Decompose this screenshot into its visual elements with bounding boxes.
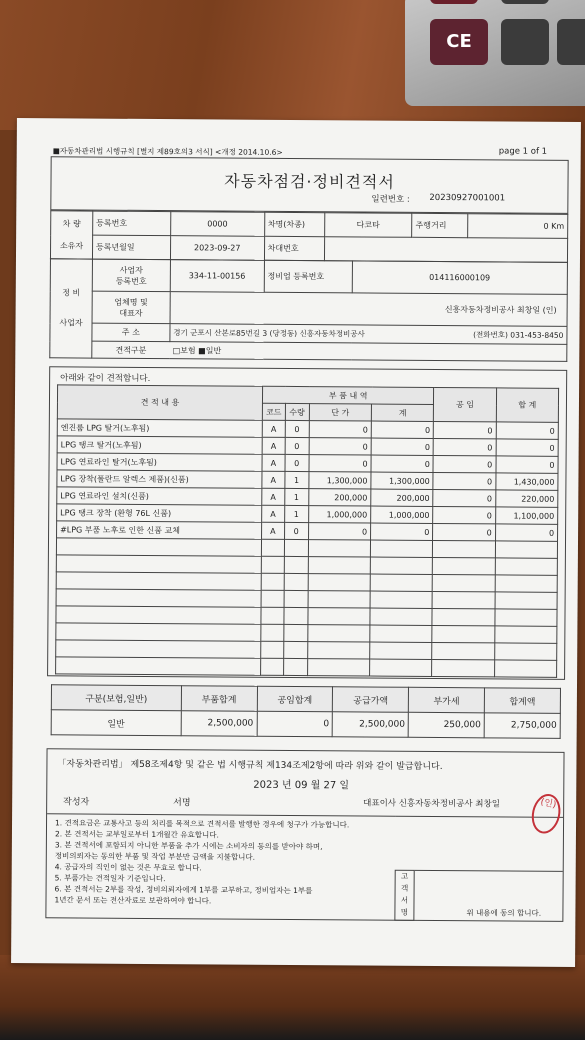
- customer-sign-label: [394, 870, 414, 921]
- owner-group-label: 소유자: [59, 240, 84, 251]
- desk-background: [0, 955, 585, 1040]
- mileage-label: 주행거리: [412, 213, 468, 237]
- note-line: 1년간 문서 또는 전산자료로 보관하여야 합니다.: [54, 895, 212, 906]
- note-line: 6. 본 견적서는 2부를 작성, 정비의뢰자에게 1부를 교부하고, 정비업자는 1부를: [54, 884, 313, 896]
- shop-reg-label: 정비업 등록번호: [264, 260, 352, 293]
- cell-unit: [307, 642, 369, 659]
- cell-qty: 0: [285, 454, 309, 471]
- reg-no-value: 0000: [170, 212, 264, 237]
- form-reference: ■자동차관리법 시행규칙 [별지 제89호의3 서식] <개정 2014.10.6>: [52, 146, 283, 157]
- cell-labor: 0: [434, 421, 496, 438]
- cell-unit: [308, 540, 370, 557]
- cell-labor: 0: [433, 489, 495, 506]
- col-unit: 단 가: [309, 404, 371, 421]
- issue-date: 2023 년 09 월 27 일: [253, 779, 350, 792]
- summary-header-row: [51, 685, 560, 714]
- cell-labor: [432, 625, 494, 642]
- cell-code: [261, 556, 284, 573]
- bizno-value: 334-11-00156: [170, 260, 264, 293]
- summary-header-cell: 합계액: [484, 688, 560, 714]
- cell-total: [370, 574, 432, 591]
- sign-label: 서명: [173, 798, 191, 809]
- cell-total: 1,000,000: [371, 506, 433, 523]
- summary-value-cell: 2,750,000: [484, 713, 560, 739]
- cell-desc: LPG 탱크 탈거(노후됨): [57, 436, 262, 454]
- cell-qty: [284, 556, 308, 573]
- cell-unit: [308, 574, 370, 591]
- cell-qty: 1: [284, 471, 308, 488]
- cell-desc: LPG 연료라인 탈거(노후됨): [57, 453, 262, 471]
- shop-table: [49, 258, 568, 362]
- cell-code: A: [262, 454, 285, 471]
- reg-date-label: 등록년월일: [92, 235, 170, 260]
- summary-header-cell: 부품합계: [181, 686, 257, 712]
- cell-desc: [56, 640, 261, 658]
- shop-reg-value: 014116000109: [352, 261, 568, 295]
- note-line: 정비의뢰자는 동의한 부품 및 작업 부분만 금액을 지불합니다.: [54, 851, 256, 862]
- cell-code: [261, 590, 284, 607]
- cell-labor: 0: [433, 506, 495, 523]
- customer-sign-char: 객: [400, 883, 409, 893]
- summary-header-cell: 공급가액: [333, 687, 409, 713]
- company-name-label: [92, 291, 170, 324]
- cell-code: [261, 607, 284, 624]
- customer-sign-char: 고: [401, 871, 409, 881]
- vin-value: [324, 237, 568, 263]
- cell-labor: [433, 574, 495, 591]
- note-line: 4. 공급자의 직인이 없는 것은 무효로 합니다.: [54, 862, 202, 873]
- cell-sum: [494, 643, 556, 660]
- cell-unit: 200,000: [308, 489, 370, 506]
- cell-sum: [495, 575, 557, 592]
- cell-code: A: [262, 505, 285, 522]
- cell-sum: [494, 626, 556, 643]
- cell-labor: [433, 540, 495, 557]
- summary-value-cell: 0: [257, 711, 333, 737]
- reg-date-value: 2023-09-27: [170, 236, 264, 261]
- reg-no-label: 등록번호: [93, 211, 171, 236]
- cell-labor: [432, 591, 494, 608]
- cell-desc: [56, 572, 261, 590]
- cell-total: 1,300,000: [371, 472, 433, 489]
- note-line: 3. 본 견적서에 포함되지 아니한 부품을 추가 시에는 소비자의 동의를 받아야 하며,: [54, 840, 323, 852]
- summary-value-cell: 250,000: [408, 712, 484, 738]
- cell-desc: [56, 555, 261, 573]
- cell-qty: 0: [285, 437, 309, 454]
- col-parts-group: 부 품 내 역: [263, 386, 434, 404]
- model-label: 차명(차종): [264, 212, 324, 236]
- col-labor: 공 임: [434, 387, 497, 421]
- cell-unit: [308, 591, 370, 608]
- cell-code: A: [262, 420, 285, 437]
- cell-desc: LPG 연료라인 설치(신품): [57, 487, 262, 505]
- cell-qty: 1: [284, 505, 308, 522]
- cell-total: [370, 591, 432, 608]
- cell-qty: [284, 573, 308, 590]
- ceo-name: 대표이사 신흥자동차정비공사 최창일: [363, 798, 500, 810]
- cell-sum: [495, 609, 557, 626]
- calculator-key: [501, 0, 549, 4]
- col-desc: 견 적 내 용: [57, 385, 262, 420]
- note-line: 1. 견적요금은 교통사고 등의 처리를 목적으로 견적서를 발행한 경우에 청구가 가능합니다.: [55, 818, 350, 830]
- cell-desc: [56, 657, 261, 675]
- company-name-label-line1: 업체명 및: [114, 297, 148, 307]
- summary-value-row: [51, 710, 560, 739]
- cell-qty: [284, 539, 308, 556]
- mileage-value: 0 Km: [468, 214, 568, 239]
- cell-code: [261, 624, 284, 641]
- calculator-ce-key: CE: [430, 19, 488, 65]
- seal-text: (인): [539, 797, 558, 811]
- col-total: 계: [371, 404, 433, 421]
- title-box: [50, 156, 568, 214]
- summary-value-cell: 2,500,000: [333, 712, 409, 738]
- bizno-label: [92, 259, 170, 292]
- summary-value-cell: 2,500,000: [181, 711, 257, 737]
- cell-qty: [284, 590, 308, 607]
- cell-sum: 1,430,000: [496, 473, 558, 490]
- footer-box: [45, 748, 564, 922]
- company-name-label-line2: 대표자: [119, 308, 143, 318]
- cell-total: [370, 608, 432, 625]
- cell-qty: [283, 658, 307, 675]
- note-line: 2. 본 견적서는 교부일로부터 1개월간 유효합니다.: [54, 829, 219, 840]
- bizno-label-line2: 등록번호: [115, 276, 147, 286]
- type-general-checkbox: ■일반: [198, 345, 222, 355]
- cell-labor: 0: [433, 455, 495, 472]
- cell-sum: 0: [496, 439, 558, 456]
- address-label: 주 소: [92, 323, 170, 342]
- cell-code: [261, 641, 284, 658]
- cell-desc: LPG 탱크 장착 (환형 76L 신품): [57, 504, 262, 522]
- cell-total: 200,000: [371, 489, 433, 506]
- cell-total: [370, 557, 432, 574]
- cell-unit: [307, 659, 369, 676]
- serial-label: 일련번호 :: [371, 194, 410, 205]
- cell-unit: 1,000,000: [308, 506, 370, 523]
- customer-sign-char: 서: [400, 895, 409, 905]
- estimate-document: [11, 118, 581, 967]
- cell-labor: 0: [433, 438, 495, 455]
- customer-sign-area: [414, 870, 562, 922]
- cell-desc: 엔진룸 LPG 탈거(노후됨): [57, 419, 262, 437]
- type-options: [170, 342, 567, 362]
- cell-unit: 0: [308, 523, 370, 540]
- shop-group: [50, 259, 93, 358]
- col-qty: 수량: [285, 403, 309, 420]
- cell-code: [261, 573, 284, 590]
- cell-code: A: [262, 471, 285, 488]
- phone-value: (전화번호) 031-453-8450: [473, 330, 564, 340]
- summary-table: [51, 684, 561, 739]
- cell-desc: [56, 589, 261, 607]
- document-title: 자동차점검·정비견적서: [224, 171, 395, 192]
- vehicle-group-label: 차 량: [62, 218, 81, 228]
- calculator: [405, 0, 585, 106]
- serial-number: 20230927001001: [429, 192, 506, 204]
- items-table: [55, 384, 559, 677]
- cell-total: [370, 625, 432, 642]
- cell-sum: [495, 541, 557, 558]
- cell-labor: [433, 557, 495, 574]
- cell-unit: 0: [309, 421, 371, 438]
- items-body: [56, 419, 559, 677]
- cell-total: [370, 659, 432, 676]
- cell-sum: 220,000: [495, 490, 557, 507]
- customer-sign-char: 명: [400, 907, 409, 917]
- cell-code: [261, 658, 284, 675]
- address-value: 경기 군포시 산본로85번길 3 (당정동) 신흥자동차정비공사: [173, 328, 365, 339]
- col-code: 코드: [262, 403, 285, 420]
- summary-header-cell: 부가세: [409, 687, 485, 713]
- cell-sum: 1,100,000: [495, 507, 557, 524]
- cell-labor: [432, 642, 494, 659]
- cell-qty: 0: [284, 522, 308, 539]
- type-label: 견적구분: [92, 341, 170, 359]
- cell-unit: [308, 557, 370, 574]
- cell-labor: 0: [433, 523, 495, 540]
- cell-code: A: [262, 488, 285, 505]
- cell-desc: [56, 538, 261, 556]
- cell-total: 0: [371, 455, 433, 472]
- summary-header-cell: 공임합계: [257, 686, 333, 712]
- calculator-key: [430, 0, 478, 4]
- cell-labor: [432, 608, 494, 625]
- table-row: [56, 657, 557, 677]
- cell-desc: [56, 606, 261, 624]
- vin-label: 차대번호: [264, 236, 324, 260]
- business-group-label: 사업자: [59, 318, 83, 328]
- cell-qty: [283, 624, 307, 641]
- cell-total: 0: [371, 523, 433, 540]
- cell-total: 0: [371, 438, 433, 455]
- cell-sum: 0: [496, 422, 558, 439]
- cell-unit: 0: [309, 455, 371, 472]
- cell-code: A: [262, 437, 285, 454]
- bizno-label-line1: 사업자: [119, 265, 143, 275]
- cell-labor: [432, 659, 494, 676]
- cell-qty: [284, 607, 308, 624]
- vehicle-table: [50, 210, 568, 263]
- company-name-value: 신흥자동차정비공사 최창일 (인): [170, 292, 567, 327]
- calculator-key: [501, 19, 549, 65]
- cell-sum: [494, 660, 556, 677]
- cell-sum: [495, 592, 557, 609]
- cell-sum: 0: [495, 524, 557, 541]
- vehicle-owner-group: [50, 211, 92, 259]
- cell-unit: [308, 625, 370, 642]
- cell-desc: [56, 623, 261, 641]
- consent-text: 위 내용에 동의 합니다.: [466, 908, 542, 918]
- cell-labor: 0: [433, 472, 495, 489]
- cell-total: [370, 642, 432, 659]
- law-text: 「자동차관리법」 제58조제4항 및 같은 법 시행규칙 제134조제2항에 따라 위와 같이 발급합니다.: [57, 759, 443, 773]
- cell-qty: [283, 641, 307, 658]
- cell-sum: 0: [496, 456, 558, 473]
- cell-unit: [308, 608, 370, 625]
- page-indicator: page 1 of 1: [498, 146, 548, 157]
- cell-code: [261, 539, 284, 556]
- cell-desc: #LPG 부품 노후로 인한 신품 교체: [57, 521, 262, 539]
- cell-sum: [495, 558, 557, 575]
- type-insurance-checkbox: □보험: [172, 345, 196, 355]
- cell-unit: 0: [309, 438, 371, 455]
- notes-list: [46, 813, 395, 920]
- cell-qty: 0: [285, 420, 309, 437]
- summary-value-cell: 일반: [51, 710, 181, 736]
- intro-text: 아래와 같이 견적합니다.: [60, 373, 151, 384]
- col-sum: 합 계: [496, 388, 559, 422]
- model-value: 다코타: [324, 213, 412, 238]
- calculator-key: [557, 19, 585, 65]
- note-line: 5. 부품가는 견적일자 기준입니다.: [54, 873, 166, 884]
- cell-unit: 1,300,000: [309, 472, 371, 489]
- shop-group-label: 정 비: [62, 288, 81, 298]
- cell-desc: LPG 장착(폴란드 알렉스 제품)(신품): [57, 470, 262, 488]
- cell-code: A: [262, 522, 285, 539]
- writer-label: 작성자: [63, 797, 90, 808]
- cell-total: 0: [371, 421, 433, 438]
- cell-total: [370, 540, 432, 557]
- summary-header-cell: 구분(보험,일반): [51, 685, 181, 711]
- cell-qty: 1: [284, 488, 308, 505]
